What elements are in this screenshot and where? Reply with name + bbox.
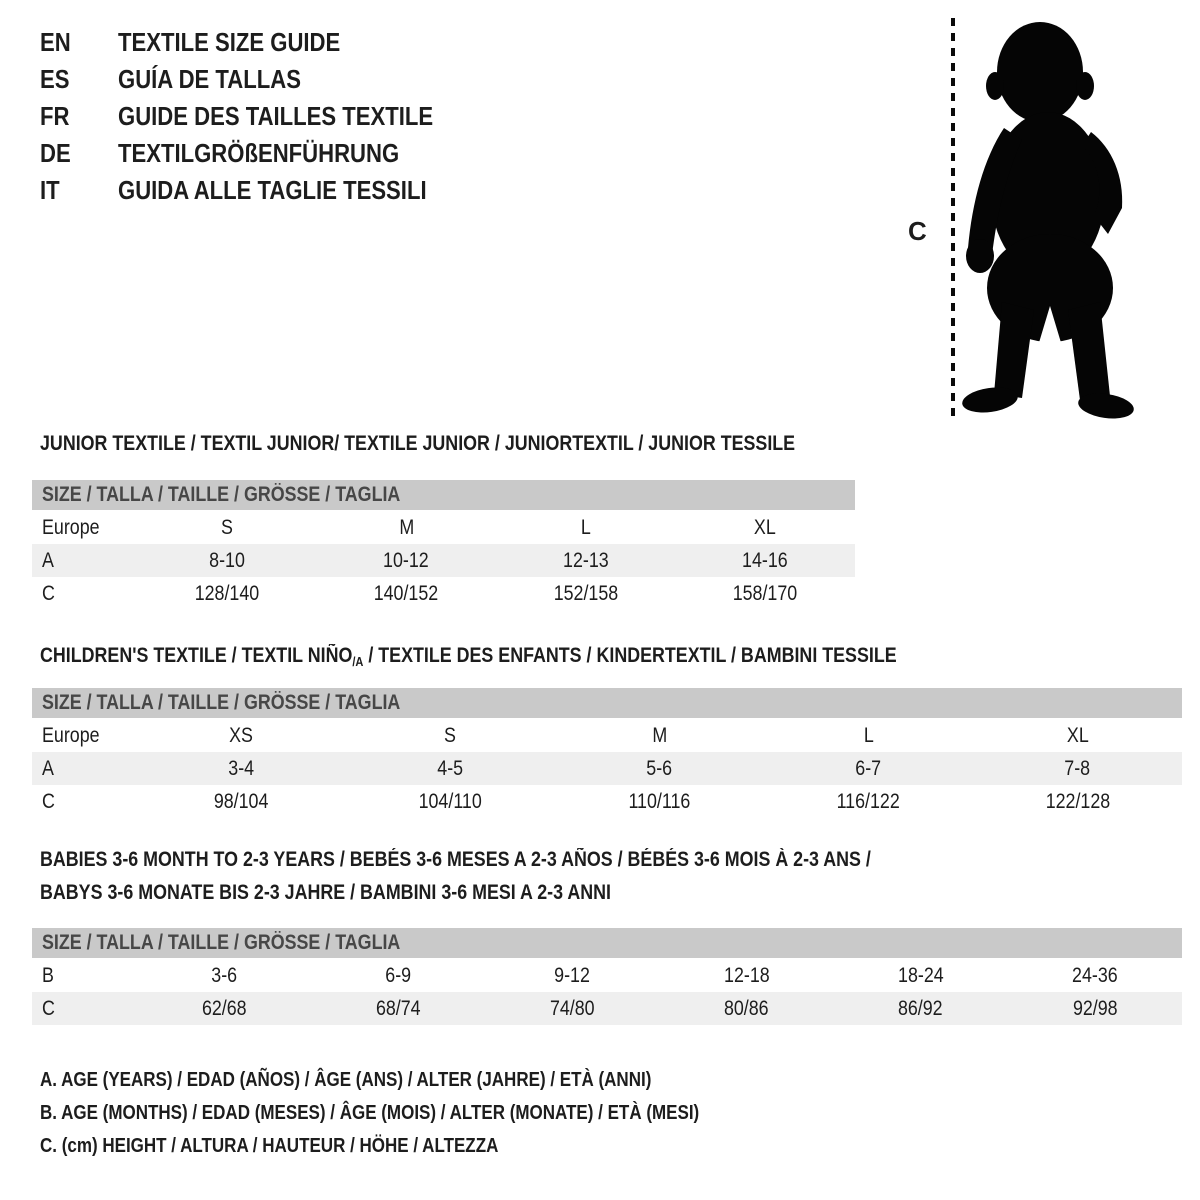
- age-value: 8-10: [208, 548, 245, 572]
- toddler-silhouette-icon: [898, 10, 1150, 424]
- row-label: B: [42, 963, 54, 987]
- language-row-en: [40, 24, 489, 61]
- junior-section-title: [40, 432, 928, 456]
- row-label: C: [42, 789, 55, 813]
- table-row-europe: [32, 719, 1182, 752]
- size-value: S: [220, 515, 233, 539]
- age-value: 14-16: [742, 548, 789, 572]
- size-value: L: [863, 723, 874, 747]
- height-value: 80/86: [724, 996, 769, 1020]
- baby-height-figure: [898, 10, 1150, 424]
- height-value: 92/98: [1072, 996, 1118, 1020]
- language-code: IT: [40, 175, 60, 205]
- language-code: EN: [40, 27, 71, 57]
- height-value: 62/68: [201, 996, 247, 1020]
- toddler-body-shapes: [961, 22, 1136, 422]
- babies-title-line2-text: BABYS 3-6 MONATE BIS 2-3 JAHRE / BAMBINI 3-6 MESI A 2-3 ANNI: [40, 881, 611, 904]
- footnote-age-years: [40, 1064, 816, 1097]
- children-size-header-text: SIZE / TALLA / TAILLE / GRÖSSE / TAGLIA: [42, 691, 401, 714]
- height-value: 110/116: [628, 789, 691, 813]
- size-value: S: [444, 723, 457, 747]
- row-label: Europe: [42, 723, 100, 747]
- age-value: 5-6: [646, 756, 673, 780]
- row-label: C: [42, 996, 55, 1020]
- months-value: 18-24: [897, 963, 944, 987]
- height-value: 86/92: [898, 996, 944, 1020]
- language-row-it: [40, 172, 489, 209]
- babies-section-title-line2: [40, 881, 712, 905]
- size-value: XL: [754, 515, 777, 539]
- legend-footnotes: [40, 1064, 816, 1163]
- language-code: FR: [40, 101, 70, 131]
- months-value: 12-18: [723, 963, 770, 987]
- language-title: GUÍA DE TALLAS: [118, 64, 301, 94]
- table-row-age: [32, 544, 855, 577]
- row-label: Europe: [42, 515, 100, 539]
- language-row-es: [40, 61, 489, 98]
- table-row-height: [32, 785, 1182, 818]
- table-row-europe: [32, 511, 855, 544]
- language-title: TEXTILE SIZE GUIDE: [118, 27, 341, 57]
- height-value: 98/104: [214, 789, 269, 813]
- age-value: 10-12: [383, 548, 430, 572]
- footnote-age-months: [40, 1097, 816, 1130]
- footnote-height-cm: [40, 1130, 816, 1163]
- junior-table: [32, 511, 855, 610]
- row-label: A: [42, 756, 54, 780]
- junior-section-title-text: JUNIOR TEXTILE / TEXTIL JUNIOR/ TEXTILE JUNIOR / JUNIORTEXTIL / JUNIOR TESSILE: [40, 432, 796, 455]
- height-value: 116/122: [836, 789, 901, 813]
- language-code: DE: [40, 138, 71, 168]
- footnote-text: A. AGE (YEARS) / EDAD (AÑOS) / ÂGE (ANS) / ALTER (JAHRE) / ETÀ (ANNI): [40, 1069, 652, 1091]
- footnote-text: C. (cm) HEIGHT / ALTURA / HAUTEUR / HÖHE / ALTEZZA: [40, 1135, 499, 1157]
- babies-size-header-bar: [32, 928, 1182, 958]
- babies-title-line1-text: BABIES 3-6 MONTH TO 2-3 YEARS / BEBÉS 3-6 MESES A 2-3 AÑOS / BÉBÉS 3-6 MOIS À 2-3 ANS /: [40, 848, 871, 871]
- junior-size-header-text: SIZE / TALLA / TAILLE / GRÖSSE / TAGLIA: [42, 483, 401, 506]
- age-value: 7-8: [1064, 756, 1091, 780]
- size-value: XS: [229, 723, 254, 747]
- height-value: 140/152: [373, 581, 439, 605]
- junior-size-header-bar: [32, 480, 855, 510]
- months-value: 9-12: [554, 963, 591, 987]
- size-value: M: [398, 515, 414, 539]
- children-title-sub: /A: [352, 654, 364, 669]
- babies-size-header-text: SIZE / TALLA / TAILLE / GRÖSSE / TAGLIA: [42, 931, 401, 954]
- age-value: 3-4: [228, 756, 255, 780]
- height-value: 152/158: [553, 581, 619, 605]
- table-row-height: [32, 577, 855, 610]
- age-value: 6-7: [855, 756, 882, 780]
- language-title: TEXTILGRÖßENFÜHRUNG: [118, 138, 400, 168]
- babies-table: [32, 959, 1182, 1025]
- language-title: GUIDA ALLE TAGLIE TESSILI: [118, 175, 427, 205]
- table-row-height: [32, 992, 1182, 1025]
- months-value: 3-6: [211, 963, 237, 987]
- language-row-de: [40, 135, 489, 172]
- height-value: 68/74: [375, 996, 421, 1020]
- children-title-post: / TEXTILE DES ENFANTS / KINDERTEXTIL / BAMBINI TESSILE: [363, 644, 897, 667]
- children-size-header-bar: [32, 688, 1182, 718]
- age-value: 12-13: [562, 548, 609, 572]
- children-section-title: [40, 644, 1048, 669]
- table-row-months: [32, 959, 1182, 992]
- children-title-pre: CHILDREN'S TEXTILE / TEXTIL NIÑO: [40, 644, 353, 667]
- footnote-text: B. AGE (MONTHS) / EDAD (MESES) / ÂGE (MOIS) / ALTER (MONATE) / ETÀ (MESI): [40, 1102, 700, 1124]
- height-value: 104/110: [418, 789, 483, 813]
- row-label: A: [42, 548, 54, 572]
- language-code: ES: [40, 64, 70, 94]
- language-title: GUIDE DES TAILLES TEXTILE: [118, 101, 434, 131]
- height-value: 74/80: [550, 996, 595, 1020]
- height-value: 122/128: [1045, 789, 1110, 813]
- table-row-age: [32, 752, 1182, 785]
- size-value: L: [580, 515, 591, 539]
- months-value: 24-36: [1072, 963, 1118, 987]
- height-value: 128/140: [194, 581, 260, 605]
- children-section-title-text: [40, 644, 897, 669]
- height-measure-label: C: [908, 216, 927, 246]
- row-label: C: [42, 581, 55, 605]
- height-value: 158/170: [732, 581, 798, 605]
- language-title-list: [40, 24, 489, 209]
- children-table: [32, 719, 1182, 818]
- months-value: 6-9: [385, 963, 412, 987]
- language-row-fr: [40, 98, 489, 135]
- size-value: M: [652, 723, 667, 747]
- age-value: 4-5: [437, 756, 464, 780]
- babies-section-title-line1: [40, 848, 1018, 872]
- size-value: XL: [1066, 723, 1089, 747]
